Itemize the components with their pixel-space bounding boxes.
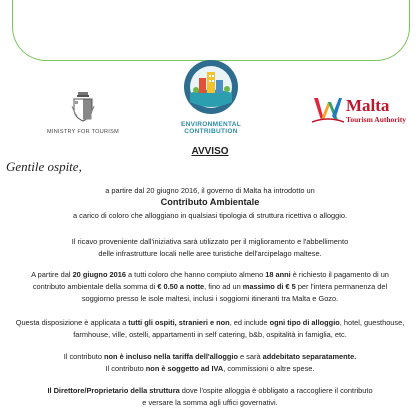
para3-line2: contributo ambientale della somma di € 0.50 a notte, fino ad un massimo di € 5 per l'intera permanenza del — [32, 282, 388, 291]
notice-title: AVVISO — [191, 146, 229, 157]
malta-coat-of-arms-icon — [71, 92, 95, 122]
para6-line2: e versare la somma agli uffici governativi. — [142, 398, 278, 407]
para3-line1: A partire dal 20 giugno 2016 a tutti coloro che hanno compiuto almeno 18 anni è richiesto il pagamento di un — [31, 270, 389, 279]
para4-line2: farmhouse, ville, ostelli, appartamenti in self catering, b&b, ospitalità in famiglia, etc. — [73, 330, 347, 339]
greeting: Gentile ospite, — [6, 159, 82, 174]
malta-tourism-authority-logo — [312, 96, 408, 136]
para5-line1: Il contributo non è incluso nella tariffa dell'alloggio e sarà addebitato separatamente. — [63, 352, 357, 361]
malta-authority-name: Tourism Authority — [346, 115, 406, 124]
para1-heading: Contributo Ambientale — [160, 197, 260, 207]
ministry-caption: MINISTRY FOR TOURISM — [47, 129, 119, 135]
malta-brand-mark-icon — [312, 96, 344, 124]
env-logo-line-2: CONTRIBUTION — [184, 128, 238, 135]
ministry-for-tourism-logo — [38, 92, 128, 135]
para2-line1: Il ricavo proveniente dall'iniziativa sarà utilizzato per il miglioramento e l'abbellimento — [71, 237, 349, 246]
para1-line3: a carico di coloro che alloggiano in qualsiasi tipologia di struttura ricettiva o alloggio. — [72, 211, 348, 220]
environmental-contribution-logo — [168, 58, 254, 135]
malta-name: Malta — [346, 96, 390, 115]
para3-line3: soggiorno presso le isole maltesi, inclusi i soggiorni itineranti tra Malta e Gozo. — [81, 294, 339, 303]
env-logo-line-1: ENVIRONMENTAL — [180, 121, 242, 128]
environmental-contribution-emblem-icon — [182, 58, 240, 116]
para6-line1: Il Direttore/Proprietario della struttura dove l'ospite alloggia è obbligato a raccogliere il contributo — [47, 386, 373, 395]
para1-line1: a partire dal 20 giugno 2016, il governo di Malta ha introdotto un — [105, 186, 315, 195]
para4-line1: Questa disposizione è applicata a tutti gli ospiti, stranieri e non, ed include ogni tipo di alloggio, hotel, guesthouse, — [15, 318, 405, 327]
decorative-top-border — [12, 0, 410, 61]
para5-line2: Il contributo non è soggetto ad IVA, commissioni o altre spese. — [105, 364, 315, 373]
para2-line2: delle infrastrutture locali nelle aree turistiche dell'arcipelago maltese. — [98, 249, 322, 258]
